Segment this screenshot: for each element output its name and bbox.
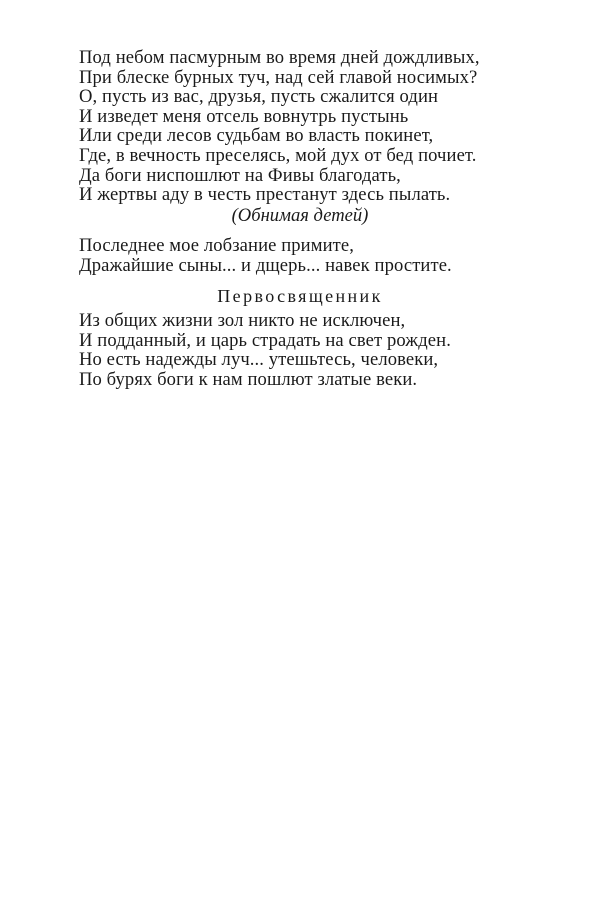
- verse-line: По бурях боги к нам пошлют златые веки.: [79, 368, 418, 390]
- stage-direction: (Обнимая детей): [231, 205, 369, 226]
- verse-line: Но есть надежды луч... утешьтесь, человеки,: [79, 349, 439, 371]
- verse-stanza-3: [79, 311, 539, 389]
- verse-line: Или среди лесов судьбам во власть покинет,: [79, 125, 434, 147]
- verse-line: Из общих жизни зол никто не исключен,: [79, 310, 406, 331]
- verse-line: Да боги ниспошлют на Фивы благодать,: [79, 164, 401, 186]
- verse-line: И изведет меня отсель вовнутрь пустынь: [79, 105, 409, 127]
- verse-stanza-2: [79, 236, 539, 275]
- speaker-name: Первосвященник: [217, 286, 383, 306]
- verse-line: Дражайшие сыны... и дщерь... навек простите.: [79, 254, 452, 276]
- verse-line: О, пусть из вас, друзья, пусть сжалится один: [79, 86, 439, 108]
- verse-line: При блеске бурных туч, над сей главой носимых?: [79, 66, 478, 88]
- verse-line: И жертвы аду в честь престанут здесь пылать.: [79, 184, 451, 206]
- verse-line: Где, в вечность преселясь, мой дух от бед почиет.: [79, 144, 477, 166]
- verse-stanza-1: [79, 48, 539, 205]
- verse-line: Последнее мое лобзание примите,: [79, 235, 354, 256]
- verse-line: И подданный, и царь страдать на свет рожден.: [79, 329, 451, 351]
- verse-line: Под небом пасмурным во время дней дождливых,: [79, 47, 480, 68]
